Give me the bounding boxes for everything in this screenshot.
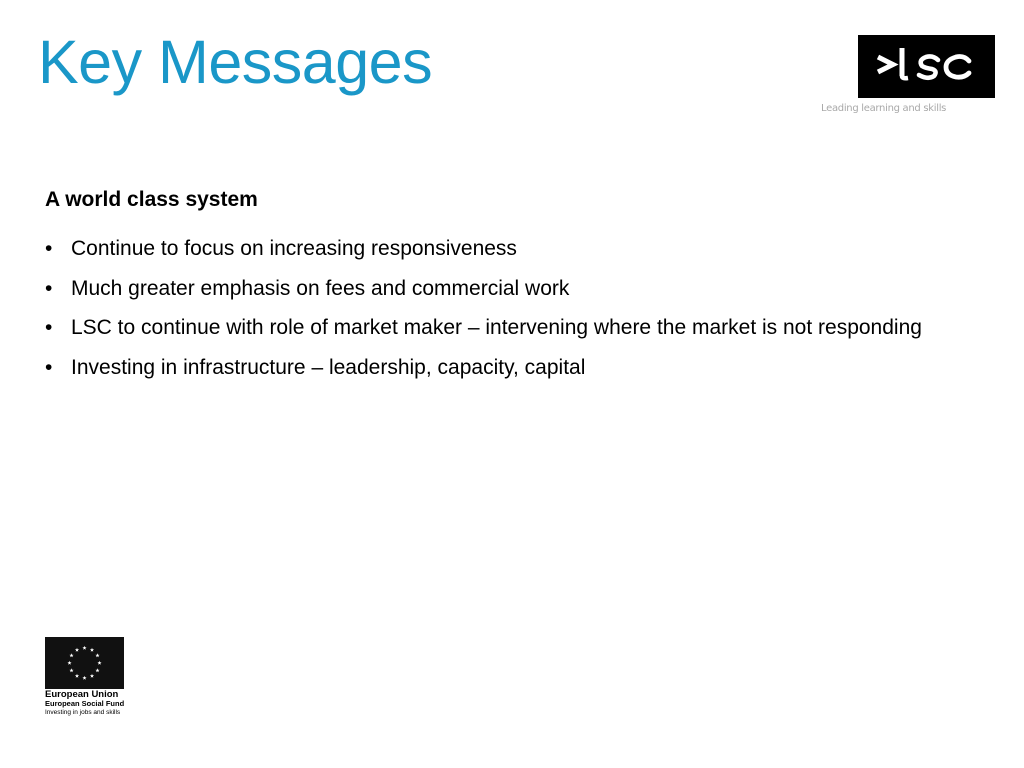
slide-body: [45, 184, 990, 390]
eu-star-icon: [90, 648, 94, 652]
eu-star-icon: [97, 661, 101, 665]
eu-star-icon: [95, 653, 99, 657]
eu-star-icon: [90, 674, 94, 678]
eu-star-icon: [69, 653, 73, 657]
bullet-list: [45, 226, 990, 390]
bullet-icon: •: [45, 355, 53, 379]
bullet-item: [45, 345, 990, 391]
eu-star-icon: [75, 674, 79, 678]
lsc-logo: [858, 35, 995, 98]
lsc-logo-mark: [858, 35, 995, 98]
eu-star-icon: [82, 676, 86, 680]
eu-label-line1: European Union: [45, 689, 119, 700]
bullet-text: Investing in infrastructure – leadership, capacity, capital: [71, 355, 586, 379]
eu-stars-icon: [45, 637, 124, 689]
lsc-tagline: Leading learning and skills: [821, 103, 947, 114]
bullet-icon: •: [45, 276, 53, 300]
eu-star-icon: [82, 646, 86, 650]
section-subheading: A world class system: [45, 188, 258, 211]
eu-label-line3: Investing in jobs and skills: [45, 708, 121, 716]
slide-title: Key Messages: [38, 28, 433, 96]
eu-star-icon: [95, 668, 99, 672]
eu-star-icon: [69, 668, 73, 672]
eu-label-line2: European Social Fund: [45, 699, 125, 709]
bullet-text: Much greater emphasis on fees and commercial work: [71, 276, 570, 300]
bullet-text: LSC to continue with role of market maker – intervening where the market is not responding: [71, 316, 922, 339]
bullet-icon: •: [45, 316, 53, 339]
bullet-text: Continue to focus on increasing responsiveness: [71, 237, 517, 260]
eu-star-icon: [67, 661, 71, 665]
eu-funding-label: [45, 690, 124, 716]
eu-flag-logo: [45, 637, 124, 689]
bullet-icon: •: [45, 237, 53, 260]
eu-star-icon: [75, 648, 79, 652]
